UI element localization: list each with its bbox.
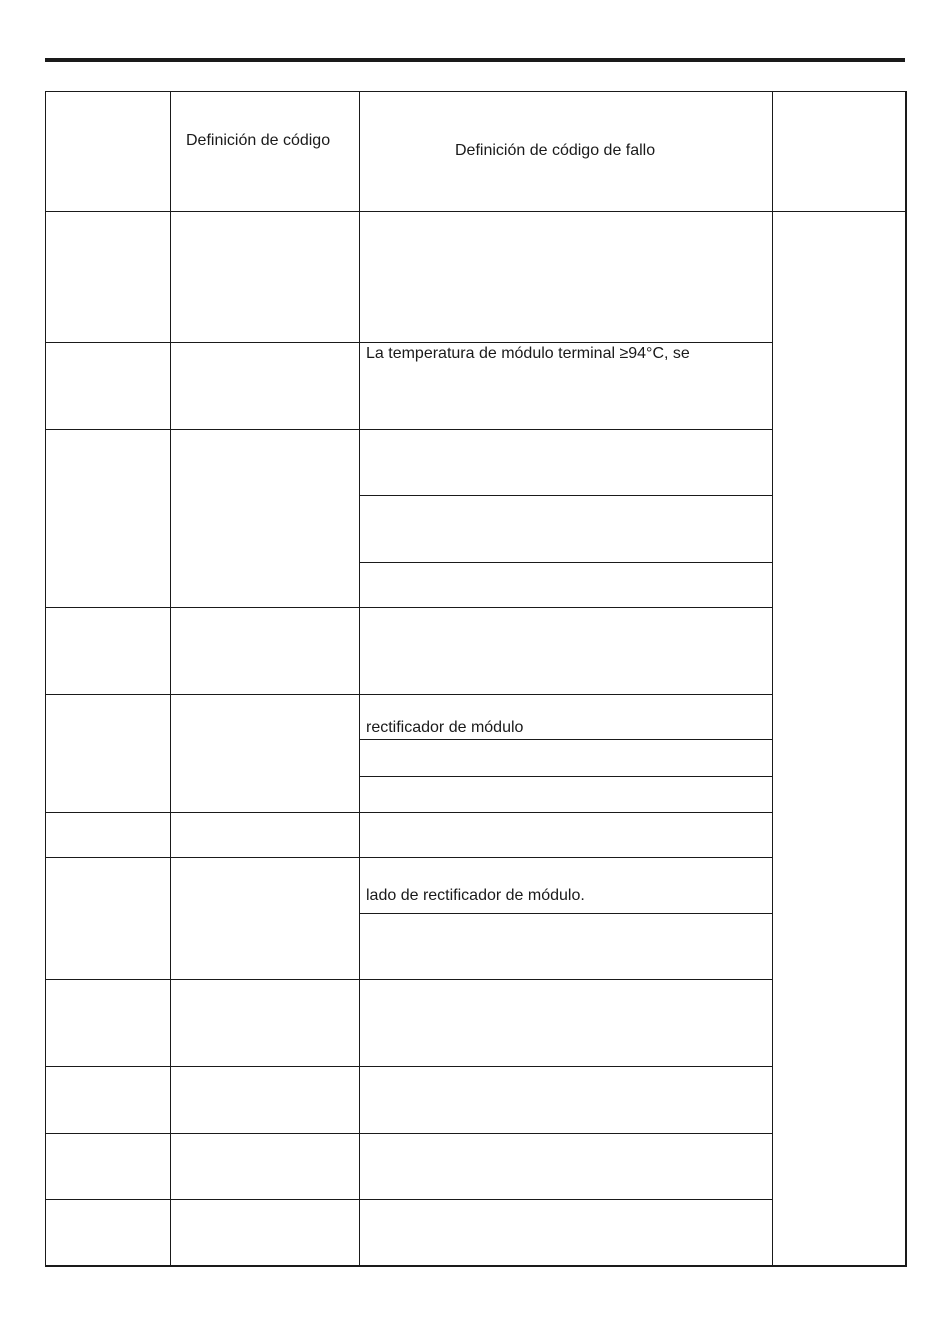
col-divider (170, 91, 171, 1266)
header-code-definition: Definición de código (186, 132, 331, 149)
top-rule (45, 58, 905, 62)
subrow-divider (359, 913, 773, 914)
table-border (45, 91, 907, 1267)
row-divider (45, 1133, 773, 1134)
header-row-divider (45, 211, 905, 212)
subrow-divider (359, 562, 773, 563)
row-divider (45, 694, 773, 695)
row-divider (45, 857, 773, 858)
cell-rectificador: rectificador de módulo (366, 719, 524, 736)
fault-code-table (45, 91, 906, 1266)
col-divider (359, 91, 360, 1266)
col-divider (772, 91, 773, 1266)
row-divider (45, 812, 773, 813)
header-fault-code-definition: Definición de código de fallo (455, 142, 656, 159)
cell-lado-rectificador: lado de rectificador de módulo. (366, 887, 585, 904)
cell-temp-terminal: La temperatura de módulo terminal ≥94°C, se (366, 345, 690, 362)
row-divider (45, 429, 773, 430)
subrow-divider (359, 495, 773, 496)
row-divider (45, 607, 773, 608)
row-divider (45, 979, 773, 980)
row-divider (45, 342, 773, 343)
row-divider (45, 1199, 773, 1200)
subrow-divider (359, 739, 773, 740)
row-divider (45, 1066, 773, 1067)
subrow-divider (359, 776, 773, 777)
